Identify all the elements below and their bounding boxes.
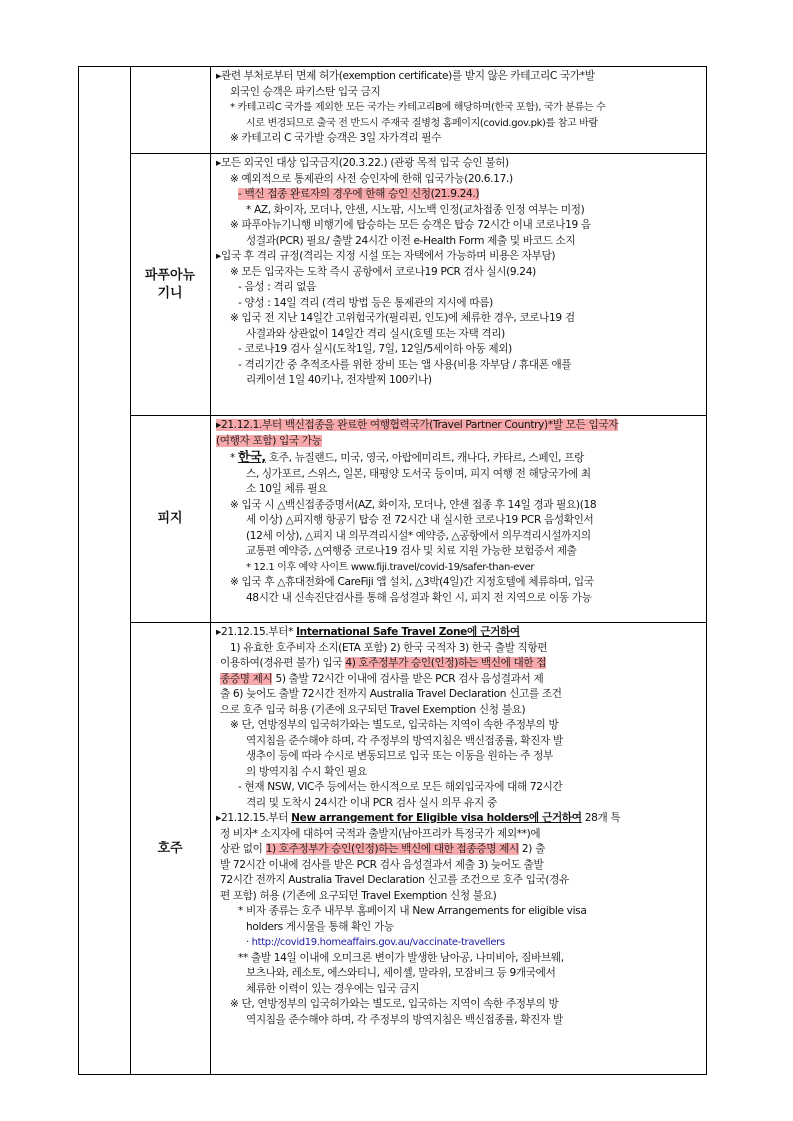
rule-line: 72시간 전까지 Australia Travel Declaration 신고를 조건으로 호주 입국(경유	[220, 874, 569, 886]
rule-line: ** 출발 14일 이내에 오미크론 변이가 발생한 남아공, 나미비아, 짐바브웨,	[238, 951, 564, 964]
table-divider-2	[210, 67, 211, 1074]
rule-line: - 격리기간 중 추적조사를 위한 장비 또는 앱 사용(비용 자부담 / 휴대폰 애플	[238, 358, 572, 371]
rule-line: 시로 변경되므로 출국 전 반드시 주재국 질병청 홈페이지(covid.gov.pk)를 참고 바람	[246, 117, 598, 129]
rule-line: 의 방역지침 수시 확인 필요	[246, 765, 367, 778]
row-separator	[130, 622, 707, 623]
rule-line: 성결과(PCR) 필요/ 출발 24시간 이전 e-Health Form 제출 및 바코드 소지	[246, 234, 576, 247]
rule-line: 보츠나와, 레소토, 에스와티니, 세이셸, 말라위, 모잠비크 등 9개국에서	[246, 967, 556, 979]
rule-line: 역지침을 준수해야 하며, 각 주정부의 방역지침은 백신접종률, 확진자 발	[246, 1013, 563, 1026]
rule-line: ※ 모든 입국자는 도착 즉시 공항에서 코로나19 PCR 검사 실시(9.24)	[230, 265, 536, 278]
rule-line: - 음성 : 격리 없음	[238, 281, 317, 293]
rule-line: 스, 싱가포르, 스위스, 일본, 태평양 도서국 등이며, 피지 여행 전 해당국가에 최	[246, 467, 591, 480]
rule-line: (12세 이상), △피지 내 의무격리시설* 예약증, △공항에서 의무격리시설까지의	[246, 529, 591, 542]
rule-line: ▸관련 부처로부터 면제 허가(exemption certificate)를 받지 않은 카테고리C 국가*발	[216, 70, 595, 82]
rule-text: 이용하여(경유편 불가) 입국	[220, 657, 346, 669]
rule-line: ※ 입국 전 지난 14일간 고위험국가(필리핀, 인도)에 체류한 경우, 코로나19 검	[230, 312, 575, 324]
country-entry-table	[78, 66, 707, 1075]
rule-text: 5) 출발 72시간 이내에 검사를 받은 PCR 검사 음성결과서 제	[272, 672, 544, 685]
fiji-rules: ▸21.12.1.부터 백신접종을 완료한 여행협력국가(Travel Partner Country)*발 모든 입국자 (여행자 포함) 입국 가능 * 한국, 호주, 뉴질랜드, 미국, 영국, 아랍에미리트, 캐나다, 카타르, 스페인, 프랑 스, 싱가포르, 스위스, 일본, 태평양 도서국 등이며, 피지 여행 전 해당국가에 최 소 10일 체류 필요 ※ 입국 시 △백신접종증명서(AZ, 화이자, 모더나, 얀센 접종 후 14일 경과 필요)(18 세 이상) △피지행 항공기 탑승 전 72시간 내 실시한 코로나19 PCR 음성확인서 (12세 이상), △피지 내 의무격리시설* 예약증, △공항에서 의무격리시설까지의 교통편 예약증, △여행중 코로나19 검사 및 치료 지원 가능한 보험증서 제출 * 12.1 이후 예약 사이트 www.fiji.travel/covid-19/safer-than-ever ※ 입국 후 △휴대전화에 CareFiji 앱 설치, △3박(4일)간 지정호텔에 체류하며, 입국 48시간 내 신속진단검사를 통해 음성결과 확인 시, 피지 전 지역으로 이동 가능	[216, 418, 700, 606]
rule-line: ※ 단, 연방정부의 입국허가와는 별도로, 입국하는 지역이 속한 주정부의 방	[230, 719, 559, 731]
rule-line: 출 6) 늦어도 출발 72시간 전까지 Australia Travel Declaration 신고를 조건	[220, 688, 562, 700]
rule-line: ※ 예외적으로 통제관의 사전 승인자에 한해 입국가능(20.6.17.)	[230, 172, 513, 185]
rule-line: 격리 및 도착시 24시간 이내 PCR 검사 실시 의무 유지 중	[246, 796, 497, 809]
country-cell-papua	[131, 154, 209, 415]
highlighted-line: - 백신 접종 완료자의 경우에 한해 승인 신청(21.9.24.)	[238, 188, 480, 200]
rule-line: 역지침을 준수해야 하며, 각 주정부의 방역지침은 백신접종률, 확진자 발	[246, 734, 563, 747]
rule-line: ▸모든 외국인 대상 입국금지(20.3.22.) (관광 목적 입국 승인 불허)	[216, 157, 509, 169]
rule-text: ▸21.12.15.부터	[216, 812, 292, 824]
rule-line: * 비자 종류는 호주 내무부 홈페이지 내 New Arrangements for eligible visa	[238, 905, 587, 917]
rule-line: 편 포함) 허용 (기존에 요구되던 Travel Exemption 신청 불요)	[220, 889, 497, 902]
country-cell-australia	[131, 623, 209, 1074]
homeaffairs-link[interactable]: http://covid19.homeaffairs.gov.au/vaccinate-travellers	[251, 937, 505, 948]
table-border-right	[706, 67, 707, 1074]
rule-text: 상관 없이	[220, 843, 266, 855]
rule-line: ※ 입국 시 △백신접종증명서(AZ, 화이자, 모더나, 얀센 접종 후 14일 경과 필요)(18	[230, 498, 597, 511]
rule-line: 사결과와 상관없이 14일간 격리 실시(호텔 또는 자택 격리)	[246, 327, 505, 340]
rule-line: - 코로나19 검사 실시(도착1일, 7일, 12일/5세이하 아동 제외)	[238, 343, 512, 355]
highlighted-line: ▸21.12.1.부터 백신접종을 완료한 여행협력국가(Travel Partner Country)*발 모든 입국자	[216, 419, 619, 431]
rule-text: ▸21.12.15.부터*	[216, 626, 297, 638]
rule-line: 리케이션 1일 40키나, 전자발찌 100키나)	[246, 374, 432, 386]
rule-line: ※ 입국 후 △휴대전화에 CareFiji 앱 설치, △3박(4일)간 지정호텔에 체류하며, 입국	[230, 576, 594, 588]
country-name: 피지	[157, 511, 183, 526]
rule-line: * AZ, 화이자, 모더나, 얀센, 시노팜, 시노백 인정(교차접종 인정 여부는 미정)	[246, 203, 585, 216]
highlighted-text: 1) 호주정부가 승인(인정)하는 백신에 대한 접종증명 제시	[265, 843, 519, 855]
highlighted-text: 종증명 제시	[220, 672, 273, 685]
row-separator	[130, 153, 707, 154]
bullet-dot: ‧	[246, 937, 252, 948]
rule-line: - 현재 NSW, VIC주 등에서는 한시적으로 모든 해외입국자에 대해 72시간	[238, 781, 563, 793]
rule-line: 체류한 이력이 있는 경우에는 입국 금지	[246, 982, 420, 995]
country-cell-empty	[131, 68, 209, 153]
rule-line: 세 이상) △피지행 항공기 탑승 전 72시간 내 실시한 코로나19 PCR 음성확인서	[246, 514, 594, 526]
rule-line: * 12.1 이후 예약 사이트 www.fiji.travel/covid-19/safer-than-ever	[246, 561, 535, 573]
korea-emphasis: 한국,	[237, 449, 266, 464]
rule-line: 생추이 등에 따라 수시로 변동되므로 입국 또는 이동을 원하는 주 정부	[246, 750, 553, 762]
rule-line: 48시간 내 신속진단검사를 통해 음성결과 확인 시, 피지 전 지역으로 이동 가능	[246, 591, 592, 604]
rule-line: ※ 카테고리 C 국가발 승객은 3일 자가격리 필수	[230, 132, 442, 144]
rule-line: 소 10일 체류 필요	[246, 483, 328, 495]
highlighted-line: (여행자 포함) 입국 가능	[216, 434, 322, 447]
pakistan-rules	[216, 69, 700, 147]
country-name: 호주	[157, 840, 183, 856]
rule-text: 호주, 뉴질랜드, 미국, 영국, 아랍에미리트, 캐나다, 카타르, 스페인, 프랑	[265, 452, 584, 464]
rule-line: - 양성 : 14일 격리 (격리 방법 등은 통제관의 지시에 따름)	[238, 296, 493, 309]
table-border-left	[78, 67, 79, 1074]
highlighted-text: 4) 호주정부가 승인(인정)하는 백신에 대한 접	[345, 657, 547, 669]
rule-line: 발 72시간 이내에 검사를 받은 PCR 검사 음성결과서 제출 3) 늦어도 출발	[220, 858, 544, 871]
papua-rules	[216, 156, 700, 389]
country-cell-fiji	[131, 416, 209, 622]
rule-text: 2) 출	[518, 843, 545, 855]
rule-line: * 카테고리C 국가를 제외한 모든 국가는 카테고리B에 해당하며(한국 포함), 국가 분류는 수	[230, 102, 606, 113]
row-separator	[130, 415, 707, 416]
rule-line: 정 비자* 소지자에 대하여 국적과 출발지(남아프리카 특정국가 제외**)에	[220, 827, 541, 840]
australia-rules	[216, 625, 700, 1028]
underlined-heading: International Safe Travel Zone에 근거하여	[296, 626, 520, 638]
rule-line: ※ 단, 연방정부의 입국허가와는 별도로, 입국하는 지역이 속한 주정부의 방	[230, 998, 559, 1010]
rule-line: ※ 파푸아뉴기니행 비행기에 탑승하는 모든 승객은 탑승 72시간 이내 코로나19 음	[230, 219, 591, 231]
rule-line: 으로 호주 입국 허용 (기존에 요구되던 Travel Exemption 신청 불요)	[220, 703, 526, 716]
rule-line: holders 게시물을 통해 확인 가능	[246, 920, 394, 933]
country-name: 파푸아뉴기니	[144, 267, 196, 301]
underlined-heading: New arrangement for Eligible visa holders에 근거하여	[291, 812, 582, 824]
rule-line: 1) 유효한 호주비자 소지(ETA 포함) 2) 한국 국적자 3) 한국 출발 직항편	[230, 641, 548, 654]
rule-line: ▸입국 후 격리 규정(격리는 지정 시설 또는 자택에서 가능하며 비용은 자부담)	[216, 250, 556, 262]
rule-text: 28개 특	[581, 812, 621, 824]
rule-line: 교통편 예약증, △여행중 코로나19 검사 및 치료 지원 가능한 보험증서 제출	[246, 545, 577, 557]
rule-line: 외국인 승객은 파키스탄 입국 금지	[230, 85, 381, 98]
